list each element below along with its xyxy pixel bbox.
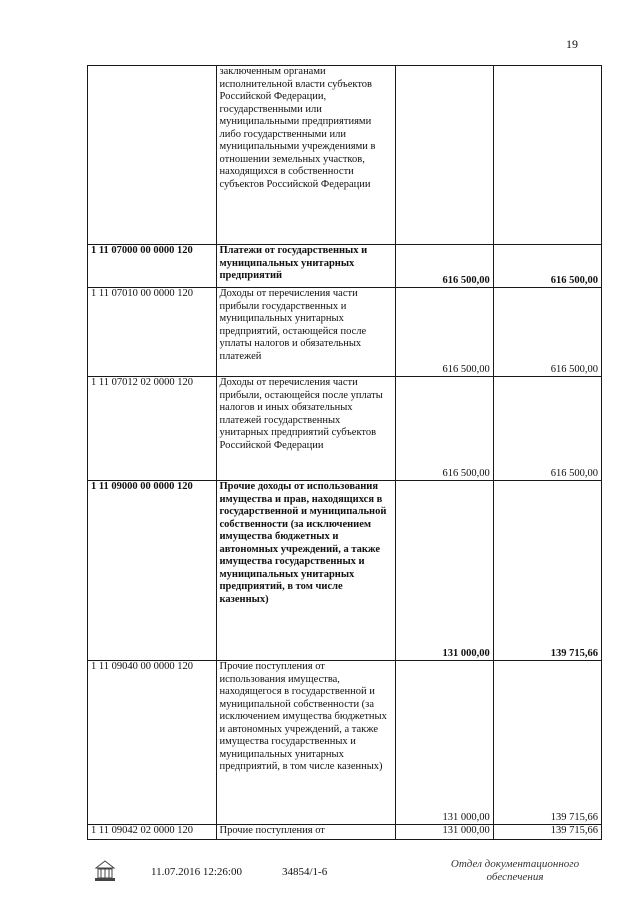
row-plan: 131 000,00 (395, 661, 493, 825)
duma-building-icon (92, 858, 118, 884)
row-fact: 616 500,00 (493, 377, 601, 481)
row-fact: 139 715,66 (493, 481, 601, 661)
row-name: Доходы от перечисления части прибыли государственных и муниципальных унитарных предприятий, остающейся после уплаты налогов и обязательных платежей (216, 288, 395, 377)
row-code: 1 11 07000 00 0000 120 (88, 245, 217, 288)
footer-department (430, 858, 600, 884)
budget-table (87, 65, 602, 840)
row-name: Доходы от перечисления части прибыли, остающейся после уплаты налогов и иных обязательных платежей государственных унитарных предприятий субъектов Российской Федерации (216, 377, 395, 481)
footer-department-line2: обеспечения (486, 871, 544, 883)
row-fact: 139 715,66 (493, 825, 601, 840)
row-fact: 616 500,00 (493, 288, 601, 377)
footer-department-line1: Отдел документационного (450, 858, 580, 870)
row-code (88, 66, 217, 245)
row-name: Прочие поступления от использования имущества, находящегося в государственной и муниципальной собственности (за исключением имущества бюджетных и автономных учреждений, а также имущества государственных и муниципальных унитарных предприятий, в том числе казенных) (216, 661, 395, 825)
table-row (88, 245, 602, 288)
row-plan: 131 000,00 (395, 481, 493, 661)
footer-doc-number: 34854/1-6 (282, 866, 328, 878)
row-plan: 616 500,00 (395, 288, 493, 377)
row-plan: 616 500,00 (395, 377, 493, 481)
row-name: заключенным органами исполнительной власти субъектов Российской Федерации, государственными или муниципальными предприятиями либо государственными или муниципальными учреждениями в отношении земельных участков, находящихся в собственности субъектов Российской Федерации (216, 66, 395, 245)
row-code: 1 11 09042 02 0000 120 (88, 825, 217, 840)
row-fact: 139 715,66 (493, 661, 601, 825)
row-name: Прочие поступления от (216, 825, 395, 840)
row-name: Прочие доходы от использования имущества и прав, находящихся в государственной и муниципальной собственности (за исключением имущества бюджетных и автономных учреждений, а также имущества государственных и муниципальных унитарных предприятий, в том числе казенных) (216, 481, 395, 661)
row-code: 1 11 07012 02 0000 120 (88, 377, 217, 481)
row-plan: 131 000,00 (395, 825, 493, 840)
page-number: 19 (566, 37, 578, 51)
row-plan (395, 66, 493, 245)
row-code: 1 11 09040 00 0000 120 (88, 661, 217, 825)
table-row (88, 288, 602, 377)
row-code: 1 11 09000 00 0000 120 (88, 481, 217, 661)
row-code: 1 11 07010 00 0000 120 (88, 288, 217, 377)
row-fact: 616 500,00 (493, 245, 601, 288)
table-row (88, 661, 602, 825)
table-row (88, 481, 602, 661)
table-row (88, 825, 602, 840)
table-row (88, 377, 602, 481)
table-row (88, 66, 602, 245)
row-name: Платежи от государственных и муниципальных унитарных предприятий (216, 245, 395, 288)
row-plan: 616 500,00 (395, 245, 493, 288)
footer-datetime: 11.07.2016 12:26:00 (151, 866, 242, 878)
row-fact (493, 66, 601, 245)
